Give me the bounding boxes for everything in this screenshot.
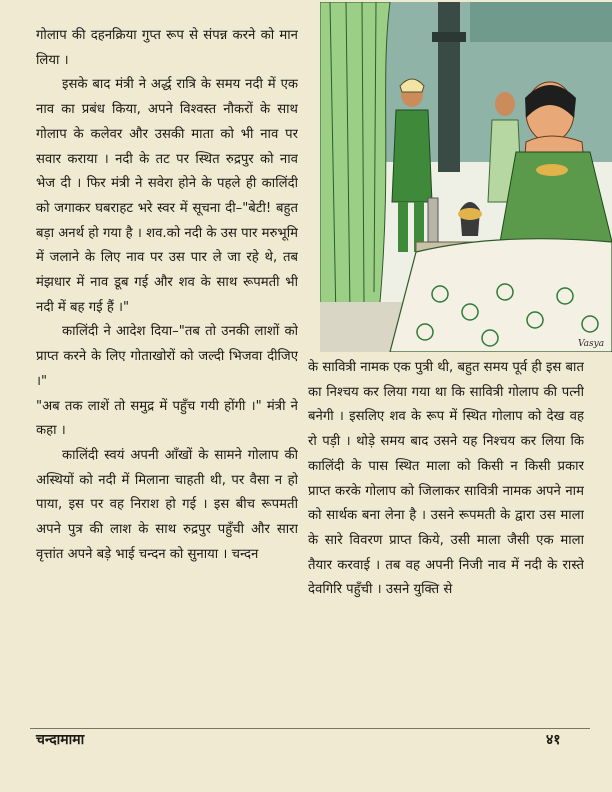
left-text-column (36, 24, 298, 729)
story-illustration (320, 2, 612, 352)
paragraph: इसके बाद मंत्री ने अर्द्ध रात्रि के समय नदी में एक नाव का प्रबंध किया, अपने विश्वस्त नौकरों के साथ गोलाप के कलेवर और उसकी माता को भी नाव पर सवार कराया । नदी के तट पर स्थित रुद्रपुर को नाव भेज दी । फिर मंत्री ने सवेरा होने के पहले ही कालिंदी को जगाकर घबराहट भरे स्वर में सूचना दी–"बेटी! बहुत बड़ा अनर्थ हो गया है । शव.को नदी के उस पार मरुभूमि में जलाने के लिए नाव पर उस पार ले जा रहे थे, तब मंझधार में नाव डूब गई और शव के साथ रूपमती भी नदी में बह गई हैं ।" (36, 77, 298, 315)
paragraph: के सावित्री नामक एक पुत्री थी, बहुत समय पूर्व ही इस बात का निश्चय कर लिया गया था कि सावित्री गोलाप की पत्नी बनेगी । इसलिए शव के रूप में स्थित गोलाप को देख वह रो पड़ी । थोड़े समय बाद उसने यह निश्चय कर लिया कि कालिंदी के पास स्थित माला को किसी न किसी प्रकार प्राप्त करके गोलाप को जिलाकर सावित्री नामक अपने नाम को सार्थक बना लेना है । उसने रूपमती के द्वारा उस माला के सारे विवरण प्राप्त किये, उसी माला जैसी एक माला तैयार करवाई । तब वह अपनी निजी नाव में नदी के रास्ते देवगिरि पहुँची । उसने युक्ति से (308, 360, 584, 598)
paragraph: गोलाप की दहनक्रिया गुप्त रूप से संपन्न करने को मान लिया । (36, 28, 298, 68)
illustration-drawing (320, 2, 612, 352)
paragraph: "अब तक लाशें तो समुद्र में पहुँच गयी होंगी ।" मंत्री ने कहा । (36, 398, 298, 439)
artist-signature: Vasya (578, 339, 605, 349)
magazine-title: चन्दामामा (36, 732, 85, 748)
right-text-column (308, 356, 584, 729)
paragraph: कालिंदी ने आदेश दिया–"तब तो उनकी लाशों को प्राप्त करने के लिए गोताखोरों को जल्दी भिजवा दीजिए ।" (36, 324, 298, 389)
footer-divider (30, 728, 590, 729)
paragraph: कालिंदी स्वयं अपनी आँखों के सामने गोलाप की अस्थियों को नदी में मिलाना चाहती थी, पर वैसा न हो पाया, इस पर वह निराश हो गई । इस बीच रूपमती अपने पुत्र की लाश के साथ रुद्रपुर पहुँची और सारा वृत्तांत अपने बड़े भाई चन्दन को सुनाया । चन्दन (36, 447, 298, 562)
page-number: ४१ (546, 732, 561, 748)
